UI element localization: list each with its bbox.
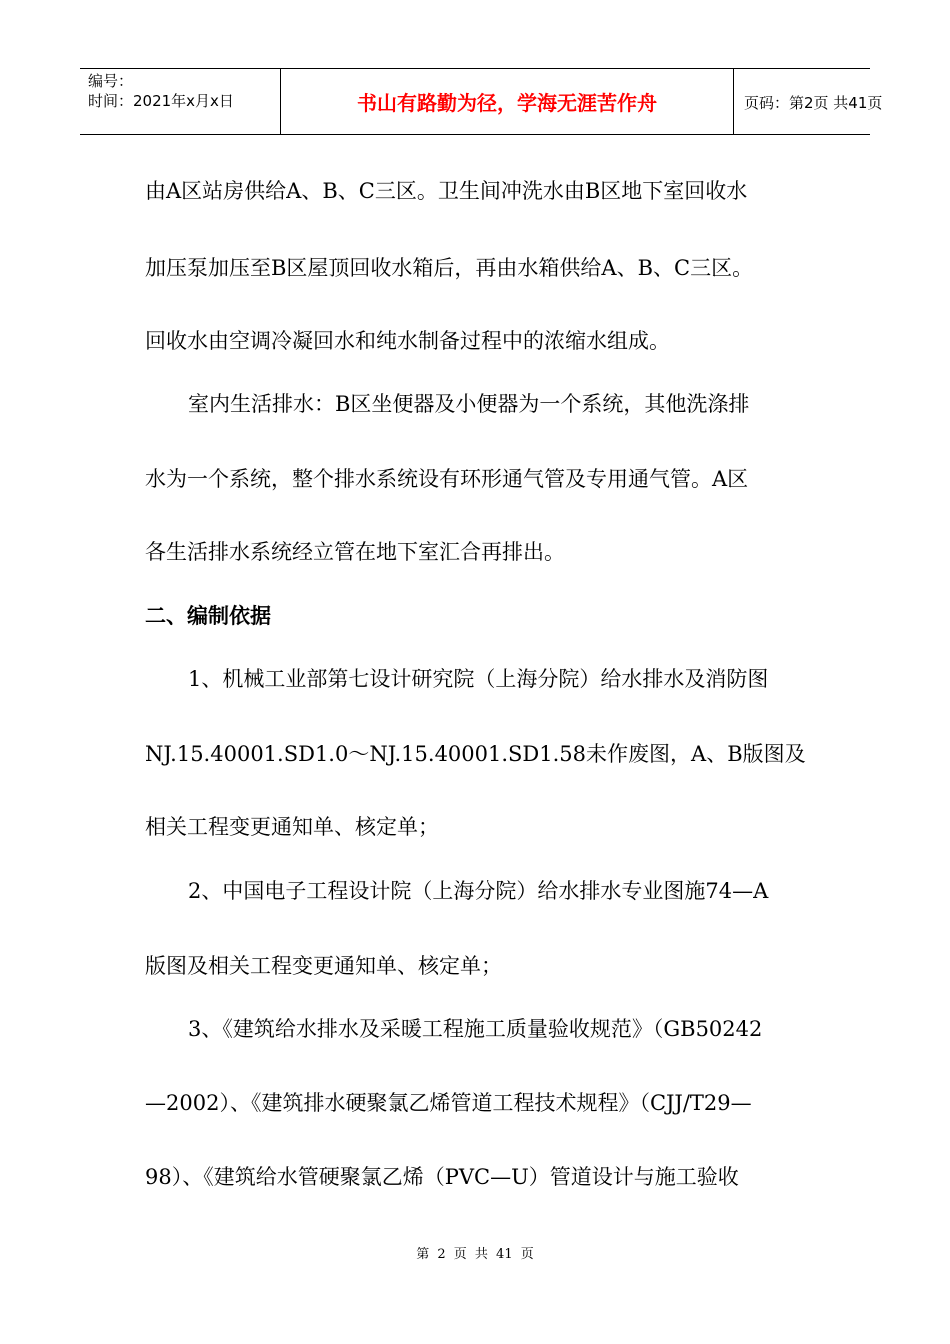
section-heading: 二、编制依据 bbox=[145, 604, 271, 628]
body-line: 版图及相关工程变更通知单、核定单； bbox=[145, 954, 502, 978]
body-line: —2002）、《建筑排水硬聚氯乙烯管道工程技术规程》（CJJ/T29— bbox=[145, 1091, 752, 1115]
header-page-info: 页码：第2页 共41页 bbox=[744, 94, 883, 112]
body-line: 室内生活排水：B区坐便器及小便器为一个系统，其他洗涤排 bbox=[188, 392, 750, 416]
body-line: 水为一个系统，整个排水系统设有环形通气管及专用通气管。A区 bbox=[145, 467, 749, 491]
body-line: 回收水由空调冷凝回水和纯水制备过程中的浓缩水组成。 bbox=[145, 329, 670, 353]
page-header bbox=[80, 68, 883, 135]
body-line: NJ.15.40001.SD1.0～NJ.15.40001.SD1.58未作废图，A、B版图及 bbox=[145, 742, 806, 766]
motto: 书山有路勤为径，学海无涯苦作舟 bbox=[357, 91, 657, 115]
body-line: 各生活排水系统经立管在地下室汇合再排出。 bbox=[145, 540, 565, 564]
body-line: 2、中国电子工程设计院（上海分院）给水排水专业图施74—A bbox=[188, 879, 769, 903]
body-line: 相关工程变更通知单、核定单； bbox=[145, 815, 439, 839]
body-line: 3、《建筑给水排水及采暖工程施工质量验收规范》（GB50242 bbox=[188, 1017, 763, 1041]
doc-number-label: 编号： bbox=[88, 72, 134, 90]
header-page-cell bbox=[734, 69, 883, 134]
body-line: 由A区站房供给A、B、C三区。卫生间冲洗水由B区地下室回收水 bbox=[145, 179, 748, 203]
header-left-cell bbox=[80, 69, 281, 134]
body-line: 98）、《建筑给水管硬聚氯乙烯（PVC—U）管道设计与施工验收 bbox=[145, 1165, 739, 1189]
body-line: 1、机械工业部第七设计研究院（上海分院）给水排水及消防图 bbox=[188, 667, 769, 691]
date-label: 时间：2021年x月x日 bbox=[88, 92, 234, 110]
header-motto-cell bbox=[281, 69, 734, 134]
page-footer: 第 2 页 共 41 页 bbox=[416, 1247, 534, 1262]
body-line: 加压泵加压至B区屋顶回收水箱后，再由水箱供给A、B、C三区。 bbox=[145, 256, 754, 280]
